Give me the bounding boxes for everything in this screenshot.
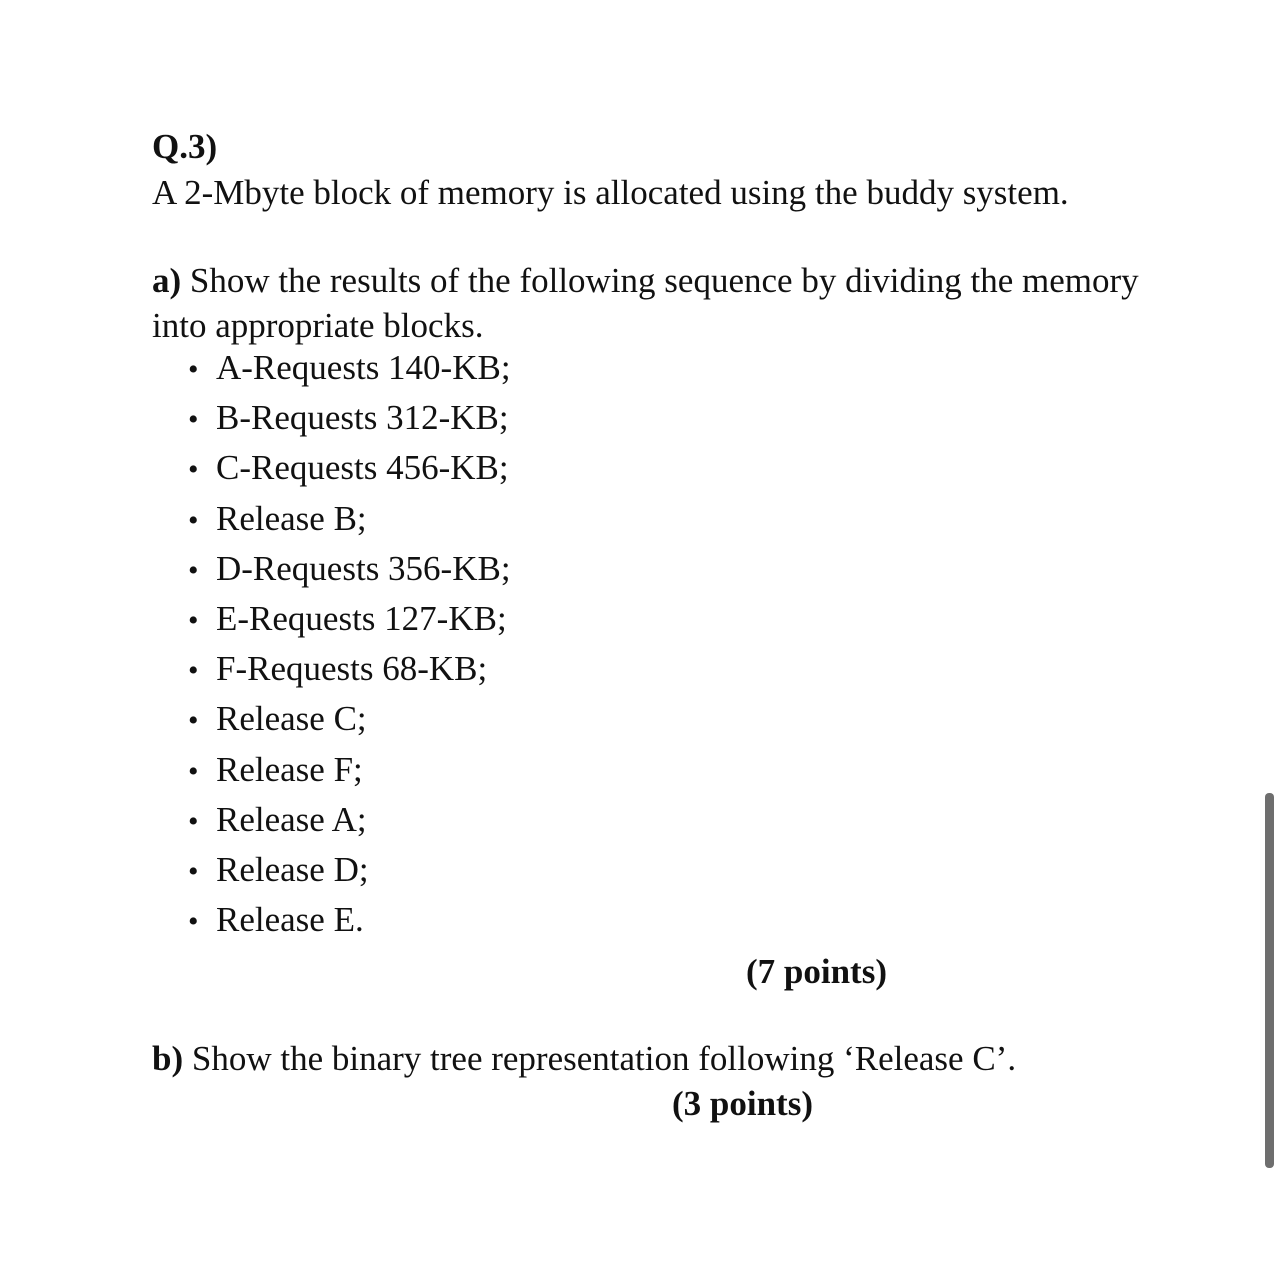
list-item: • A-Requests 140-KB; [188, 343, 511, 393]
list-item: • Release C; [188, 694, 511, 744]
bullet-icon: • [188, 353, 199, 386]
list-item: • B-Requests 312-KB; [188, 393, 511, 443]
bullet-icon: • [188, 654, 199, 688]
bullet-icon: • [188, 453, 199, 487]
list-item: • Release A; [188, 795, 511, 845]
part-a-points: (7 points) [746, 952, 887, 991]
part-b-points: (3 points) [672, 1084, 813, 1123]
bullet-icon: • [188, 854, 199, 888]
list-item: • Release F; [188, 745, 511, 795]
bullet-icon: • [188, 603, 199, 637]
list-item: • E-Requests 127-KB; [188, 594, 511, 644]
bullet-icon: • [188, 905, 199, 939]
request-sequence-list [188, 343, 511, 945]
bullet-icon: • [188, 503, 199, 537]
list-item: • D-Requests 356-KB; [188, 544, 511, 594]
list-item: • Release E. [188, 895, 511, 945]
bullet-icon: • [188, 553, 199, 587]
part-b-text: Show the binary tree representation following ‘Release C’. [191, 1039, 1017, 1078]
question-title: Q.3) [152, 127, 218, 166]
part-b-label: b) [152, 1039, 184, 1078]
bullet-icon: • [188, 403, 199, 437]
part-a-label: a) [152, 261, 182, 300]
part-a-prompt [152, 258, 1152, 348]
bullet-icon: • [188, 804, 199, 838]
list-item: • Release B; [188, 494, 511, 544]
bullet-icon: • [188, 754, 199, 788]
list-item: • C-Requests 456-KB; [188, 443, 511, 493]
bullet-icon: • [188, 704, 199, 738]
question-intro: A 2-Mbyte block of memory is allocated using the buddy system. [152, 173, 1069, 212]
part-b-prompt [152, 1036, 1252, 1081]
list-item: • F-Requests 68-KB; [188, 644, 511, 694]
list-item: • Release D; [188, 845, 511, 895]
vertical-scrollbar[interactable] [1265, 793, 1274, 1168]
part-a-text: Show the results of the following sequence by dividing the memory into appropriate blocks. [152, 261, 1139, 345]
